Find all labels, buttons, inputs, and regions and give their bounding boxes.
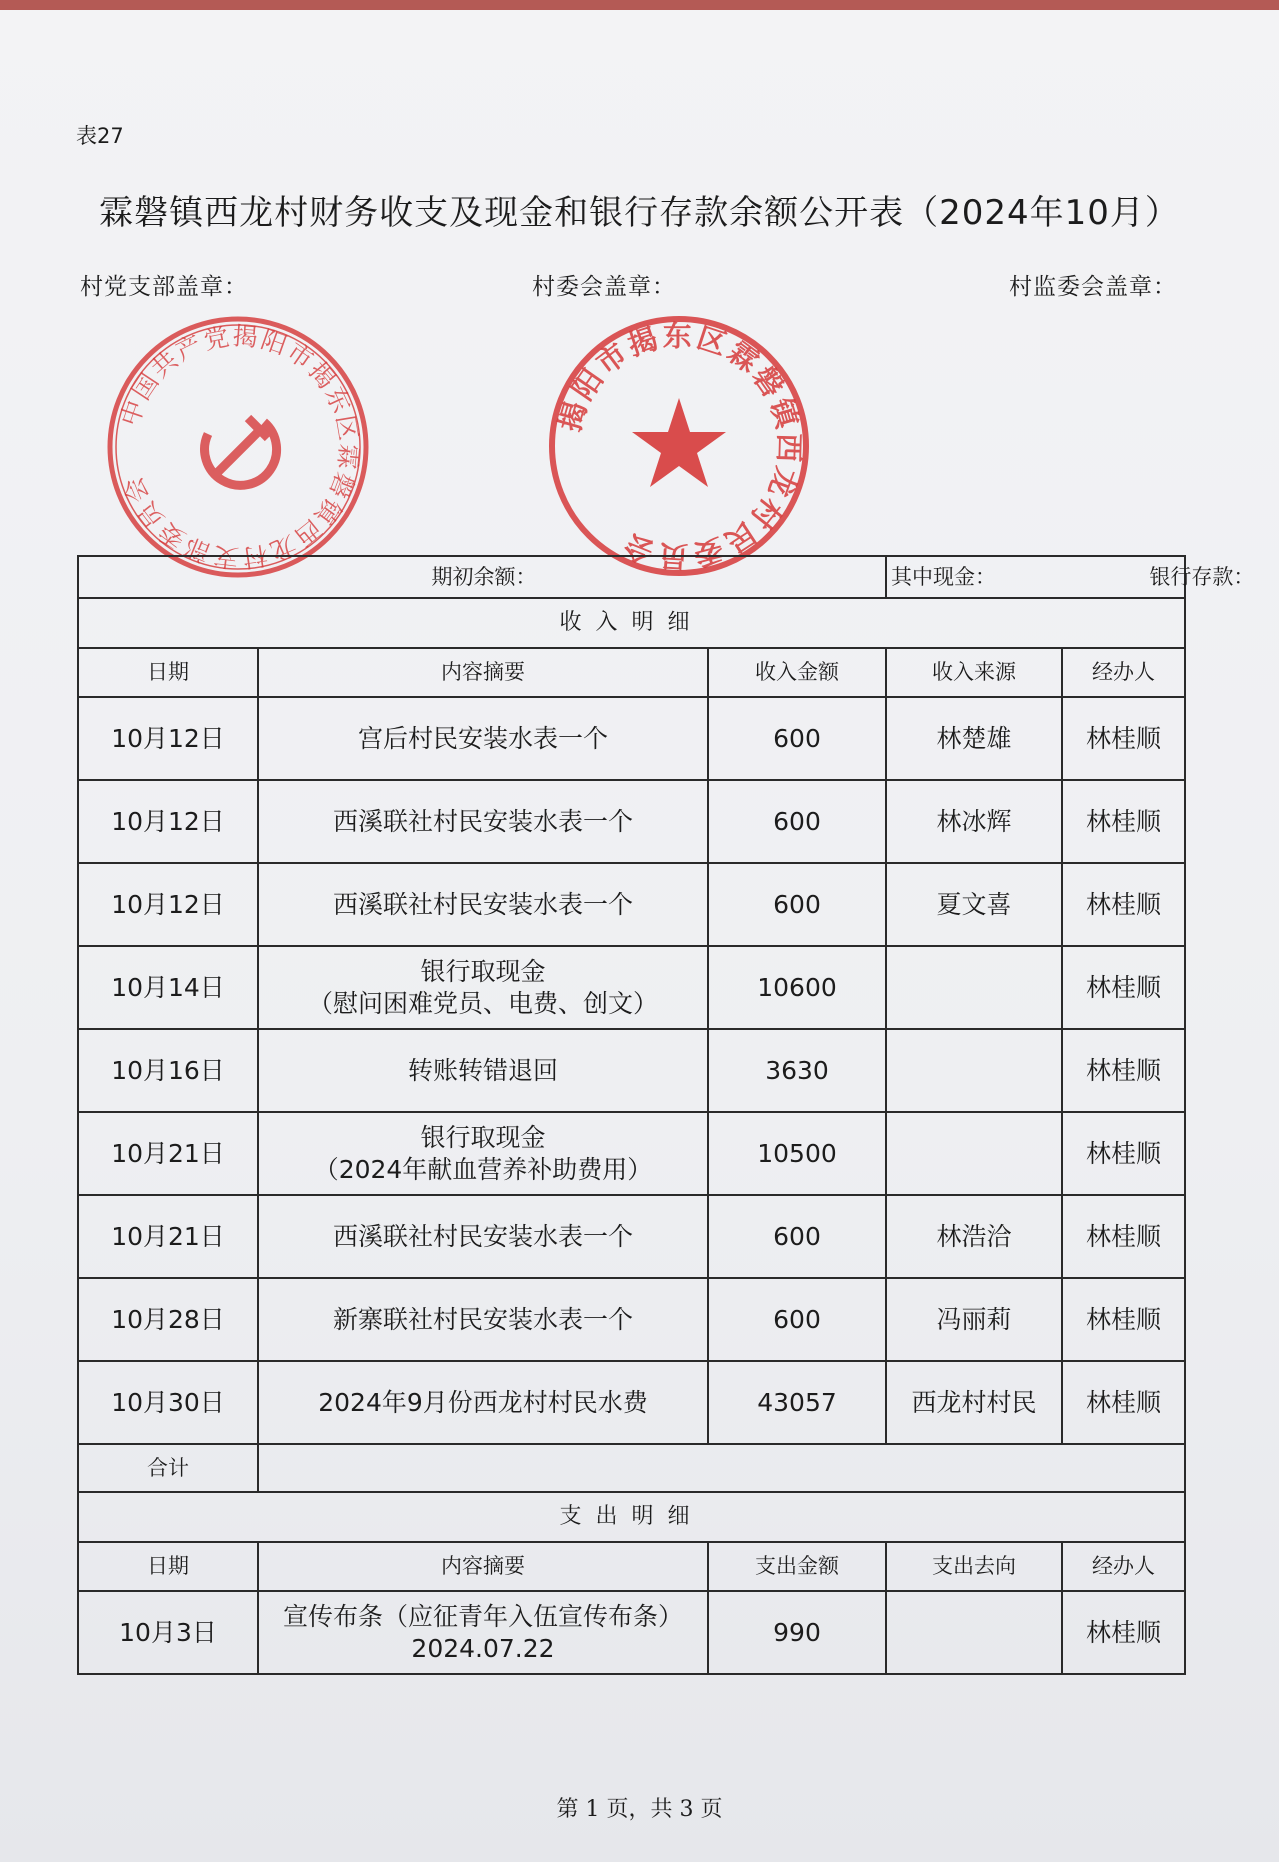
table-row bbox=[78, 1195, 1185, 1278]
income-source: 西龙村村民 bbox=[886, 1361, 1062, 1444]
column-header: 经办人 bbox=[1062, 1542, 1185, 1591]
table-row bbox=[78, 1029, 1185, 1112]
income-desc: 银行取现金 （2024年献血营养补助费用） bbox=[258, 1112, 708, 1195]
bank-deposit-label: 银行存款： bbox=[1149, 564, 1255, 589]
document-title: 霖磐镇西龙村财务收支及现金和银行存款余额公开表（2024年10月） bbox=[99, 193, 1180, 233]
income-amount: 43057 bbox=[708, 1361, 886, 1444]
party-branch-seal-stamp bbox=[103, 312, 373, 582]
svg-text:中国共产党揭阳市揭东区霖磐镇西龙村支部委员会: 中国共产党揭阳市揭东区霖磐镇西龙村支部委员会 bbox=[115, 321, 364, 573]
column-header: 支出金额 bbox=[708, 1542, 886, 1591]
income-handler: 林桂顺 bbox=[1062, 780, 1185, 863]
svg-text:揭阳市揭东区霖磐镇西龙村民委员会: 揭阳市揭东区霖磐镇西龙村民委员会 bbox=[552, 318, 807, 574]
expense-amount: 990 bbox=[708, 1591, 886, 1674]
income-desc: 银行取现金 （慰问困难党员、电费、创文） bbox=[258, 946, 708, 1029]
table-row bbox=[78, 946, 1185, 1029]
village-committee-seal-stamp bbox=[545, 312, 813, 580]
income-handler: 林桂顺 bbox=[1062, 1195, 1185, 1278]
expense-desc: 宣传布条（应征青年入伍宣传布条） 2024.07.22 bbox=[258, 1591, 708, 1674]
expense-destination bbox=[886, 1591, 1062, 1674]
income-date: 10月12日 bbox=[78, 780, 258, 863]
income-amount: 600 bbox=[708, 1278, 886, 1361]
income-amount: 10600 bbox=[708, 946, 886, 1029]
income-desc: 西溪联社村民安装水表一个 bbox=[258, 780, 708, 863]
income-desc: 宫后村民安装水表一个 bbox=[258, 697, 708, 780]
income-desc: 新寨联社村民安装水表一个 bbox=[258, 1278, 708, 1361]
income-handler: 林桂顺 bbox=[1062, 1112, 1185, 1195]
table-row bbox=[78, 697, 1185, 780]
form-number: 表27 bbox=[76, 124, 124, 148]
income-source bbox=[886, 946, 1062, 1029]
column-header: 收入金额 bbox=[708, 648, 886, 697]
village-committee-seal-label: 村委会盖章： bbox=[532, 274, 676, 300]
table-row bbox=[78, 1591, 1185, 1674]
table-row bbox=[78, 1278, 1185, 1361]
column-header: 内容摘要 bbox=[258, 1542, 708, 1591]
income-handler: 林桂顺 bbox=[1062, 863, 1185, 946]
income-date: 10月14日 bbox=[78, 946, 258, 1029]
cash-label: 其中现金： bbox=[891, 564, 997, 589]
party-branch-seal-label: 村党支部盖章： bbox=[80, 274, 248, 300]
income-date: 10月12日 bbox=[78, 697, 258, 780]
income-handler: 林桂顺 bbox=[1062, 697, 1185, 780]
income-source: 夏文喜 bbox=[886, 863, 1062, 946]
income-handler: 林桂顺 bbox=[1062, 1361, 1185, 1444]
income-date: 10月21日 bbox=[78, 1112, 258, 1195]
income-handler: 林桂顺 bbox=[1062, 946, 1185, 1029]
income-header-row bbox=[78, 648, 1185, 697]
income-handler: 林桂顺 bbox=[1062, 1029, 1185, 1112]
column-header: 内容摘要 bbox=[258, 648, 708, 697]
income-date: 10月16日 bbox=[78, 1029, 258, 1112]
supervision-committee-seal-label: 村监委会盖章： bbox=[1009, 274, 1177, 300]
income-section-row bbox=[78, 598, 1185, 648]
expense-handler: 林桂顺 bbox=[1062, 1591, 1185, 1674]
income-source: 冯丽莉 bbox=[886, 1278, 1062, 1361]
expense-section-title: 支出明细 bbox=[78, 1492, 1185, 1542]
binder-edge bbox=[0, 0, 1279, 10]
income-section-title: 收入明细 bbox=[78, 598, 1185, 648]
column-header: 日期 bbox=[78, 1542, 258, 1591]
income-amount: 600 bbox=[708, 1195, 886, 1278]
income-amount: 3630 bbox=[708, 1029, 886, 1112]
table-row bbox=[78, 1112, 1185, 1195]
balance-row bbox=[78, 556, 1185, 598]
income-date: 10月21日 bbox=[78, 1195, 258, 1278]
income-amount: 600 bbox=[708, 780, 886, 863]
column-header: 支出去向 bbox=[886, 1542, 1062, 1591]
column-header: 日期 bbox=[78, 648, 258, 697]
income-date: 10月30日 bbox=[78, 1361, 258, 1444]
income-date: 10月28日 bbox=[78, 1278, 258, 1361]
income-desc: 西溪联社村民安装水表一个 bbox=[258, 863, 708, 946]
expense-section-row bbox=[78, 1492, 1185, 1542]
expense-header-row bbox=[78, 1542, 1185, 1591]
finance-ledger-table bbox=[77, 555, 1255, 1675]
expense-date: 10月3日 bbox=[78, 1591, 258, 1674]
red-star-icon bbox=[632, 398, 726, 487]
income-desc: 转账转错退回 bbox=[258, 1029, 708, 1112]
table-row bbox=[78, 863, 1185, 946]
income-total-row bbox=[78, 1444, 1185, 1492]
income-amount: 10500 bbox=[708, 1112, 886, 1195]
column-header: 收入来源 bbox=[886, 648, 1062, 697]
income-amount: 600 bbox=[708, 863, 886, 946]
table-row bbox=[78, 780, 1185, 863]
income-source: 林浩洽 bbox=[886, 1195, 1062, 1278]
income-desc: 2024年9月份西龙村村民水费 bbox=[258, 1361, 708, 1444]
total-value bbox=[258, 1444, 1185, 1492]
income-amount: 600 bbox=[708, 697, 886, 780]
opening-balance-label: 期初余额： bbox=[431, 564, 537, 589]
page-number: 第 1 页，共 3 页 bbox=[556, 1797, 723, 1822]
column-header: 经办人 bbox=[1062, 648, 1185, 697]
table-row bbox=[78, 1361, 1185, 1444]
income-handler: 林桂顺 bbox=[1062, 1278, 1185, 1361]
income-source bbox=[886, 1029, 1062, 1112]
income-source: 林冰辉 bbox=[886, 780, 1062, 863]
total-label: 合计 bbox=[78, 1444, 258, 1492]
income-source bbox=[886, 1112, 1062, 1195]
income-desc: 西溪联社村民安装水表一个 bbox=[258, 1195, 708, 1278]
income-date: 10月12日 bbox=[78, 863, 258, 946]
income-source: 林楚雄 bbox=[886, 697, 1062, 780]
